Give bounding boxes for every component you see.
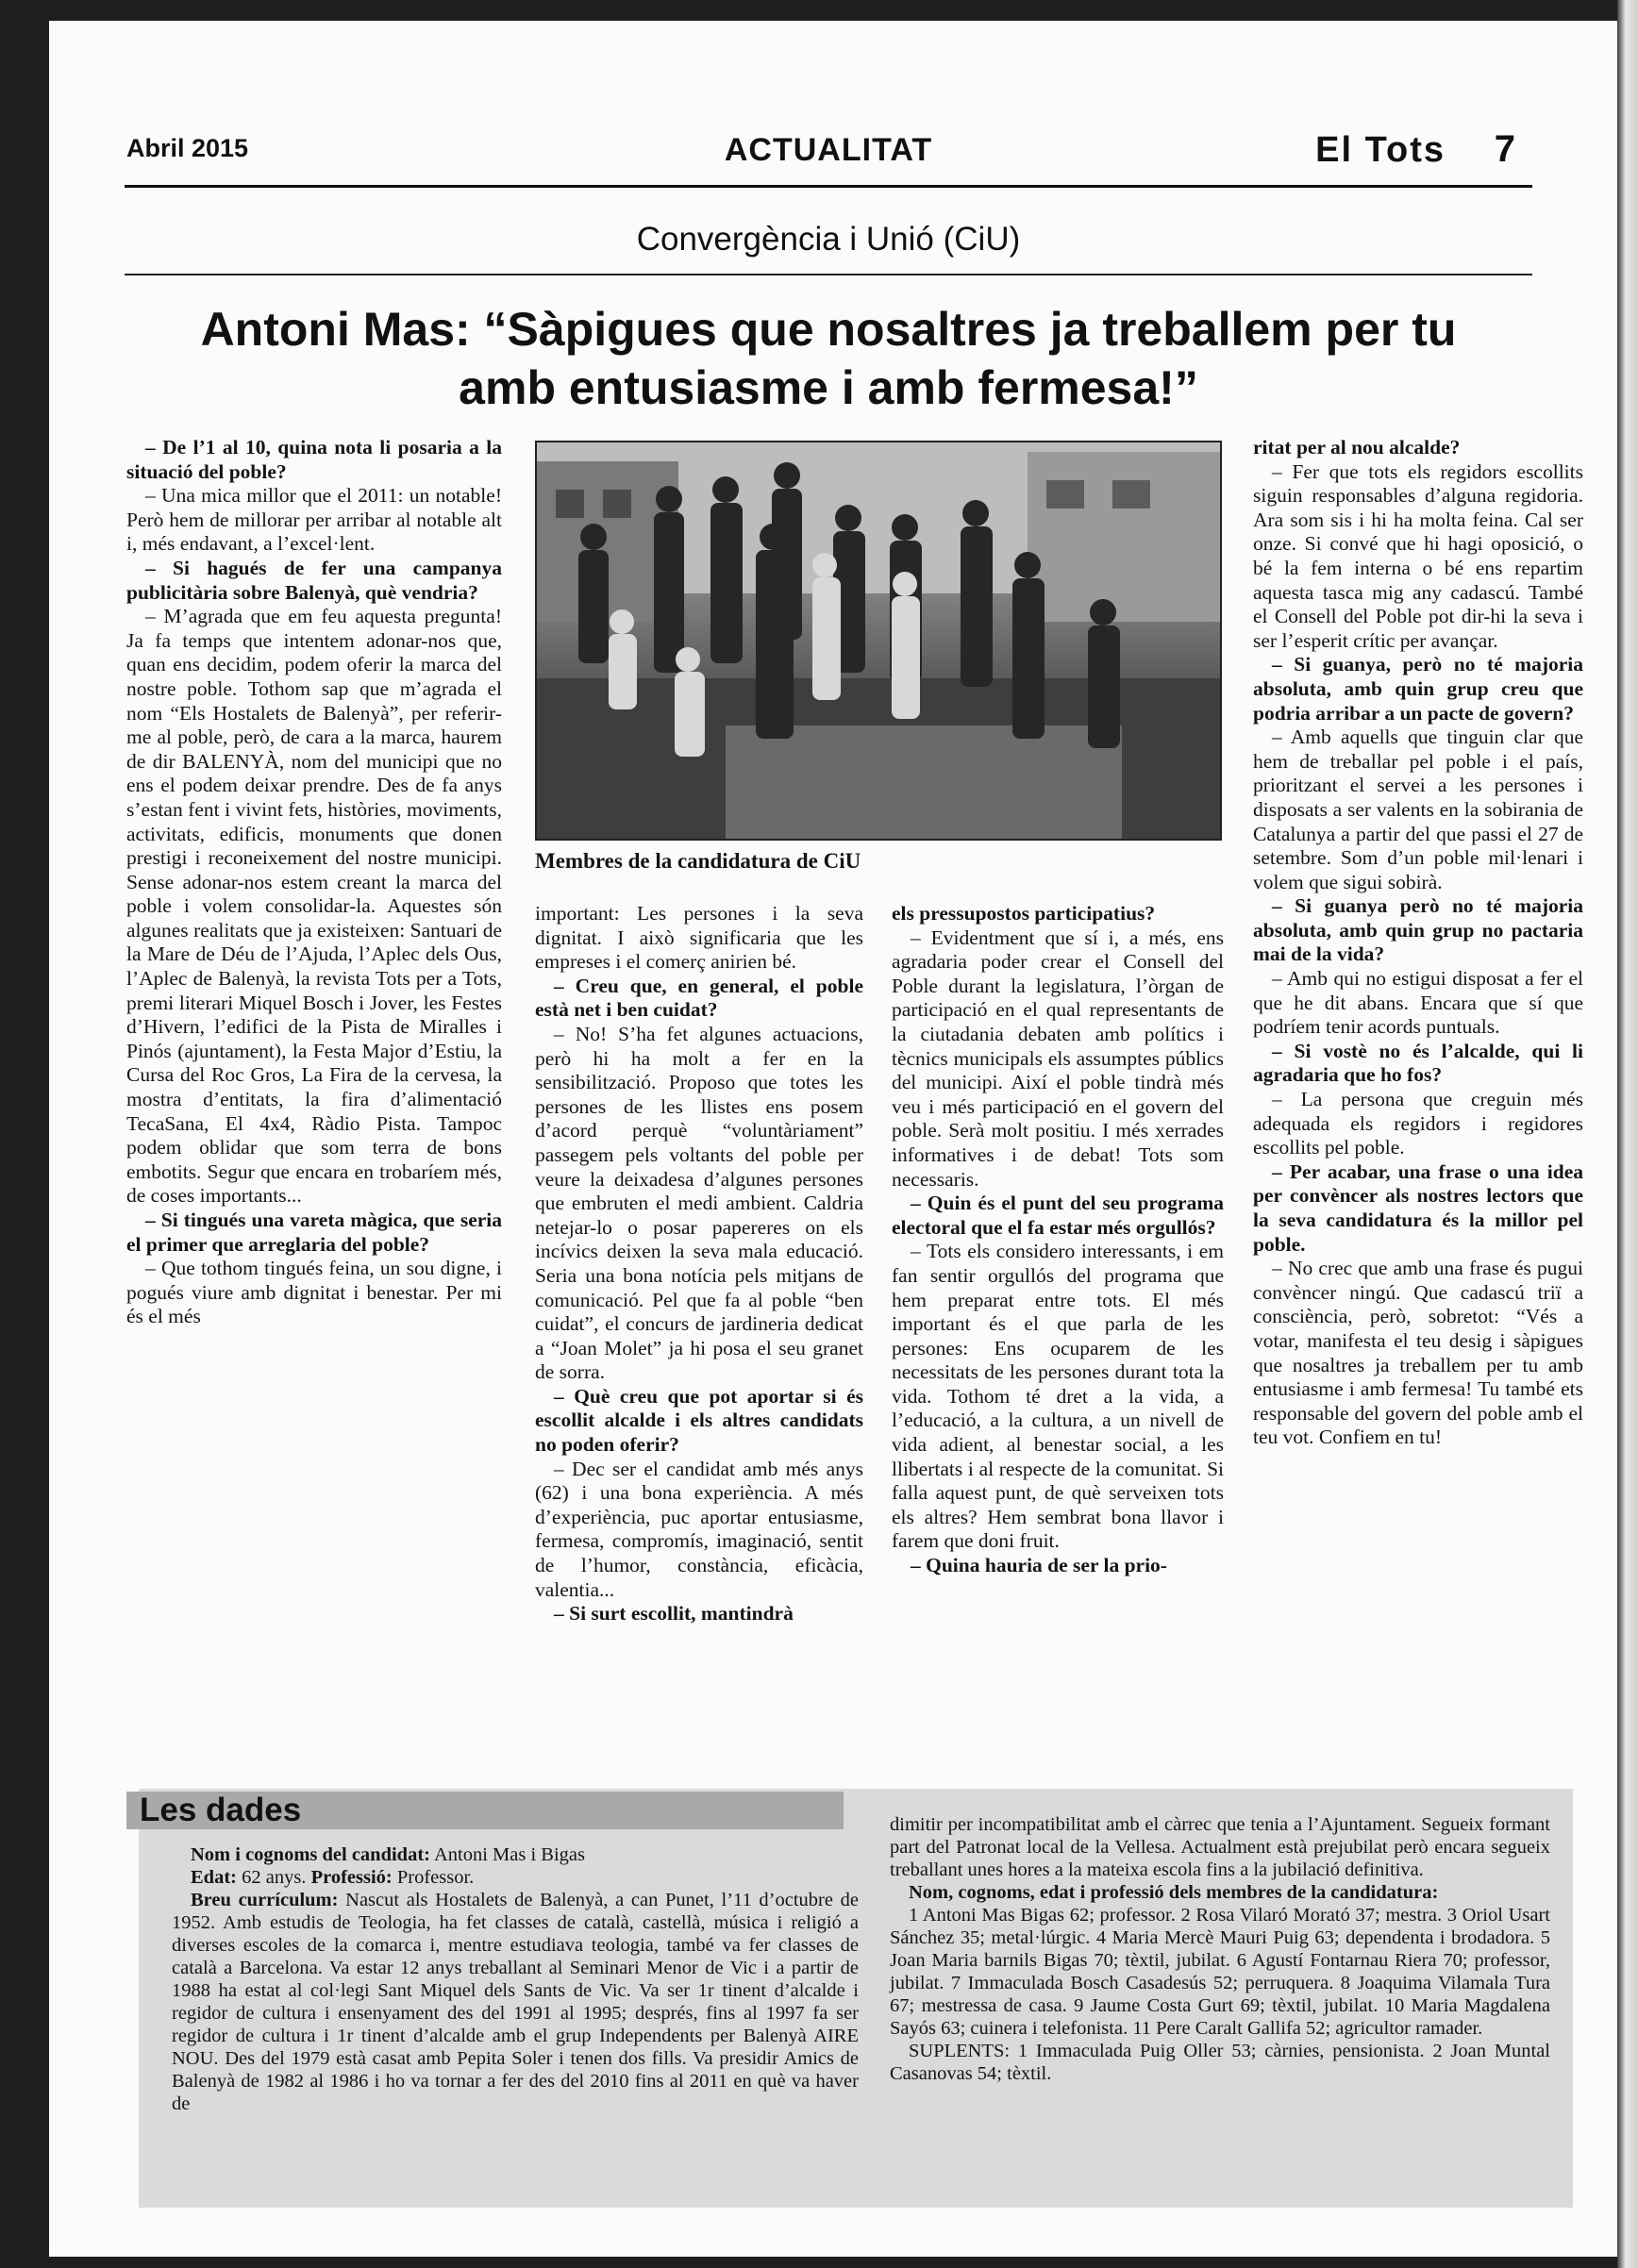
page-number: 7	[1494, 128, 1515, 170]
answer: – Tots els considero interessants, i em fan sentir orgullós del programa que hem preparat entre tots. El més important és el que parla de les persones: Ens ocuparem de les necessitats de les persones durant tota la vida. Tothom té dret a la vida, a l’educació, a la cultura, a un nivell de vida adient, al benestar social, a les llibertats i al respecte de la comunitat. Si falla aquest punt, de què serveixen tots els altres? Hem sembrat bona llavor i farem que doni fruit.	[892, 1240, 1224, 1553]
article-headline	[125, 300, 1532, 417]
question: – Quina hauria de ser la prio-	[911, 1554, 1167, 1577]
answer: – Fer que tots els regidors escollits siguin responsables d’alguna regidoria. Ara som sis i hi ha molta feina. Cal ser onze. Si convé que hi hagi oposició, o bé la fem interna o bé ens repartim aquesta tasca mig any cadascú. També el Consell del Poble pot dir-hi la seva i ser l’esperit crític per avançar.	[1253, 459, 1583, 652]
question: – Per acabar, una frase o una idea per convèncer als nostres lectors que la seva candidatura és la millor pel poble.	[1253, 1159, 1583, 1256]
page-edge	[1617, 0, 1638, 2268]
candidate-name	[172, 1843, 859, 1866]
photo-illustration	[537, 442, 1220, 839]
answer: – No crec que amb una frase és pugui convèncer ningú. Que cadascú triï a consciència, però, sobretot: “Vés a votar, manifesta el teu desig i sàpigues que nosaltres ja treballem per tu amb entusiasme i amb fermesa! Tu també ets responsable del govern del poble amb el teu vot. Confiem en tu!	[1253, 1257, 1583, 1449]
newspaper-page	[49, 21, 1617, 2257]
publication-name: El Tots	[1315, 130, 1446, 170]
members-list: 1 Antoni Mas Bigas 62; professor. 2 Rosa Vilaró Morató 37; mestra. 3 Oriol Usart Sánchez 35; metal·lúrgic. 4 Maria Mercè Mauri Puig 63; dependenta i brodadora. 5 Joan Maria barnils Bigas 70; tèxtil, jubilat. 6 Agustí Fontarnau Riera 70; professor, jubilat. 7 Immaculada Bosch Casadesús 52; perruquera. 8 Joaquima Vilamala Tura 67; mestressa de casa. 9 Jaume Costa Gurt 69; tèxtil, jubilat. 10 Maria Magdalena Sayós 63; cuinera i telefonista. 11 Pere Caralt Gallifa 52; agricultor ramader.	[890, 1905, 1550, 2039]
answer: – Amb qui no estigui disposat a fer el que he dit abans. Encara que sí que podríem tenir acords puntuals.	[1253, 967, 1583, 1039]
answer: – La persona que creguin més adequada els regidors i regidores escollits pel poble.	[1253, 1088, 1583, 1159]
answer: – Que tothom tingués feina, un sou digne, i pogués viure amb dignitat i benestar. Per mi és el més	[126, 1257, 502, 1328]
page-header	[125, 119, 1532, 188]
question: – Si guanya però no té majoria absoluta, amb quin grup no pactaria mai de la vida?	[1253, 894, 1583, 966]
value: Nascut als Hostalets de Balenyà, a can Punet, l’11 d’octubre de 1952. Amb estudis de Teologia, ha fet classes de català, castellà, música i religió a diverses escoles de la comarca i, mentre estudiava teologia, també va fer classes de català a Barcelona. Va estar 12 anys treballant al Seminari Menor de Vic i a partir de 1988 ha estat al col·legi Sant Miquel dels Sants de Vic. Va ser 1r tinent d’alcalde i regidor de cultura i ensenyament des del 1991 al 1995; després, fins al 1997 fa ser regidor de cultura i 1r tinent d’alcalde amb el grup Independents per Balenyà AIRE NOU. Des del 1979 està casat amb Pepita Soler i tenen dos fills. Va presidir Amics de Balenyà de 1982 al 1986 i ho va tornar a fer des del 2010 fins al 2011 en què va haver de	[172, 1890, 860, 2114]
article-column-1	[126, 436, 502, 1329]
divider	[125, 274, 1532, 275]
headline-line-2: amb entusiasme i amb fermesa!”	[459, 361, 1198, 414]
question: – Creu que, en general, el poble està net i ben cuidat?	[535, 974, 863, 1022]
candidate-age-profession	[172, 1866, 859, 1889]
label: Professió:	[310, 1867, 393, 1888]
candidate-cv	[172, 1889, 859, 2115]
question-continued: els pressupostos participatius?	[892, 902, 1156, 925]
substitutes-list: SUPLENTS: 1 Immaculada Puig Oller 53; càrnies, pensionista. 2 Joan Muntal Casanovas 54; tèxtil.	[890, 2041, 1550, 2084]
article-column-4	[1253, 436, 1583, 1450]
value: Professor.	[396, 1867, 475, 1888]
answer: – M’agrada que em feu aquesta pregunta! Ja fa temps que intentem adonar-nos que, quan ens decidim, podem oferir la marca del nostre poble. Tothom sap que m’agrada el nom “Els Hostalets de Balenyà”, per referir-me al poble, però, de cara a la marca, haurem de dir BALENYÀ, nom del municipi que no ens el podem deixar prendre. Des de fa anys s’estan fent i vivint fets, històries, moviments, activitats, edificis, monuments que donen prestigi i reconeixement del nostre municipi. Sense adonar-nos estem creant la marca del poble i volem consolidar-la. Aquestes són algunes realitats que ja existeixen: Santuari de la Mare de Déu de l’Ajuda, l’Aplec dels Ous, l’Aplec de Balenyà, la revista Tots per a Tots, premi literari Miquel Bosch i Jover, les Festes d’Hivern, l’edifici de la Pista de Miralles i Pinós (ajuntament), la Festa Major d’Estiu, la Cursa del Roc Gros, La Fira de la cervesa, la mostra d’entitats, la fira d’alimentació TecaSana, El 4x4, Ràdio Pista. Tampoc podem oblidar que som terra de bons embotits. Segur que encara en trobaríem més, de coses importants...	[126, 605, 502, 1208]
label: Breu currículum:	[191, 1890, 339, 1910]
question: – De l’1 al 10, quina nota li posaria a la situació del poble?	[126, 436, 502, 483]
candidates-group-photo	[535, 441, 1222, 841]
party-name: Convergència i Unió (CiU)	[636, 221, 1021, 258]
question: – Quin és el punt del seu programa electoral que el fa estar més orgullós?	[892, 1192, 1224, 1239]
headline-line-1: Antoni Mas: “Sàpigues que nosaltres ja treballem per tu	[200, 303, 1457, 356]
data-box-title: Les dades	[126, 1792, 844, 1829]
question: – Si guanya, però no té majoria absoluta, amb quin grup creu que podria arribar a un pacte de govern?	[1253, 653, 1583, 725]
photo-caption: Membres de la candidatura de CiU	[535, 849, 861, 873]
answer: – No! S’ha fet algunes actuacions, però hi ha molt a fer en la sensibilització. Proposo que totes les persones de les llistes ens posem d’acord perquè “voluntàriament” passegem pels voltants del poble per veure la deixadesa d’algunes persones que embruten el medi ambient. Caldria netejar-lo o posar papereres on els incívics deixen la seva mala educació. Seria una bona notícia pels mitjans de comunicació. Pel que fa al poble “ben cuidat”, el concurs de jardineria dedicat a “Joan Molet” ja hi posa el seu granet de sorra.	[535, 1022, 863, 1384]
label: Nom i cognoms del candidat:	[191, 1844, 430, 1865]
data-box-column-1	[172, 1843, 859, 2115]
value: Antoni Mas i Bigas	[433, 1844, 586, 1865]
data-box-column-2	[890, 1813, 1550, 2085]
answer-continued: important: Les persones i la seva dignitat. I això significaria que les empreses i el comerç anirien bé.	[535, 902, 863, 974]
question: – Si surt escollit, mantindrà	[554, 1602, 794, 1626]
question: – Què creu que pot aportar si és escollit alcalde i els altres candidats no poden oferir?	[535, 1384, 863, 1457]
question: – Si hagués de fer una campanya publicitària sobre Balenyà, què vendria?	[126, 556, 502, 604]
question-continued: ritat per al nou alcalde?	[1253, 436, 1461, 459]
candidate-cv-continued: dimitir per incompatibilitat amb el càrrec que tenia a l’Ajuntament. Segueix formant part del Patronat local de la Vellesa. Actualment està prejubilat però encara segueix treballant unes hores a la mateixa escola fins a la jubilació definitiva.	[890, 1814, 1550, 1880]
issue-date: Abril 2015	[126, 134, 249, 162]
answer: – Evidentment que sí i, a més, ens agradaria poder crear el Consell del Poble durant la legislatura, l’òrgan de participació en el qual representants de la ciutadania debaten amb polítics i tècnics municipals els assumptes públics del municipi. Així el poble tindrà més veu i més participació en el govern del poble. Serà molt positiu. I més xerrades informatives i de debat! Tots som necessaris.	[892, 926, 1224, 1191]
question: – Si vostè no és l’alcalde, qui li agradaria que ho fos?	[1253, 1039, 1583, 1087]
answer: – Amb aquells que tinguin clar que hem de treballar pel poble i el país, prioritzant el servei a les persones i disposats a ser valents en la sobirania de Catalunya a partir del que passi el 27 de setembre. Som d’un poble mil·lenari i volem que sigui sobirà.	[1253, 725, 1583, 893]
section-name: ACTUALITAT	[724, 132, 933, 168]
answer: – Dec ser el candidat amb més anys (62) i una bona experiència. A més d’experiència, puc aportar entusiasme, fermesa, compromís, imaginació, sentit de l’humor, constància, eficàcia, valentia...	[535, 1457, 863, 1601]
article-column-3	[892, 902, 1224, 1578]
article-column-2	[535, 902, 863, 1626]
label: Edat:	[191, 1867, 237, 1888]
value: 62 anys.	[242, 1867, 307, 1888]
question: – Si tingués una vareta màgica, que seria el primer que arreglaria del poble?	[126, 1209, 502, 1256]
members-label: Nom, cognoms, edat i professió dels membres de la candidatura:	[909, 1882, 1439, 1903]
answer: – Una mica millor que el 2011: un notable! Però hem de millorar per arribar al notable alt i, més endavant, a l’excel·lent.	[126, 484, 502, 556]
